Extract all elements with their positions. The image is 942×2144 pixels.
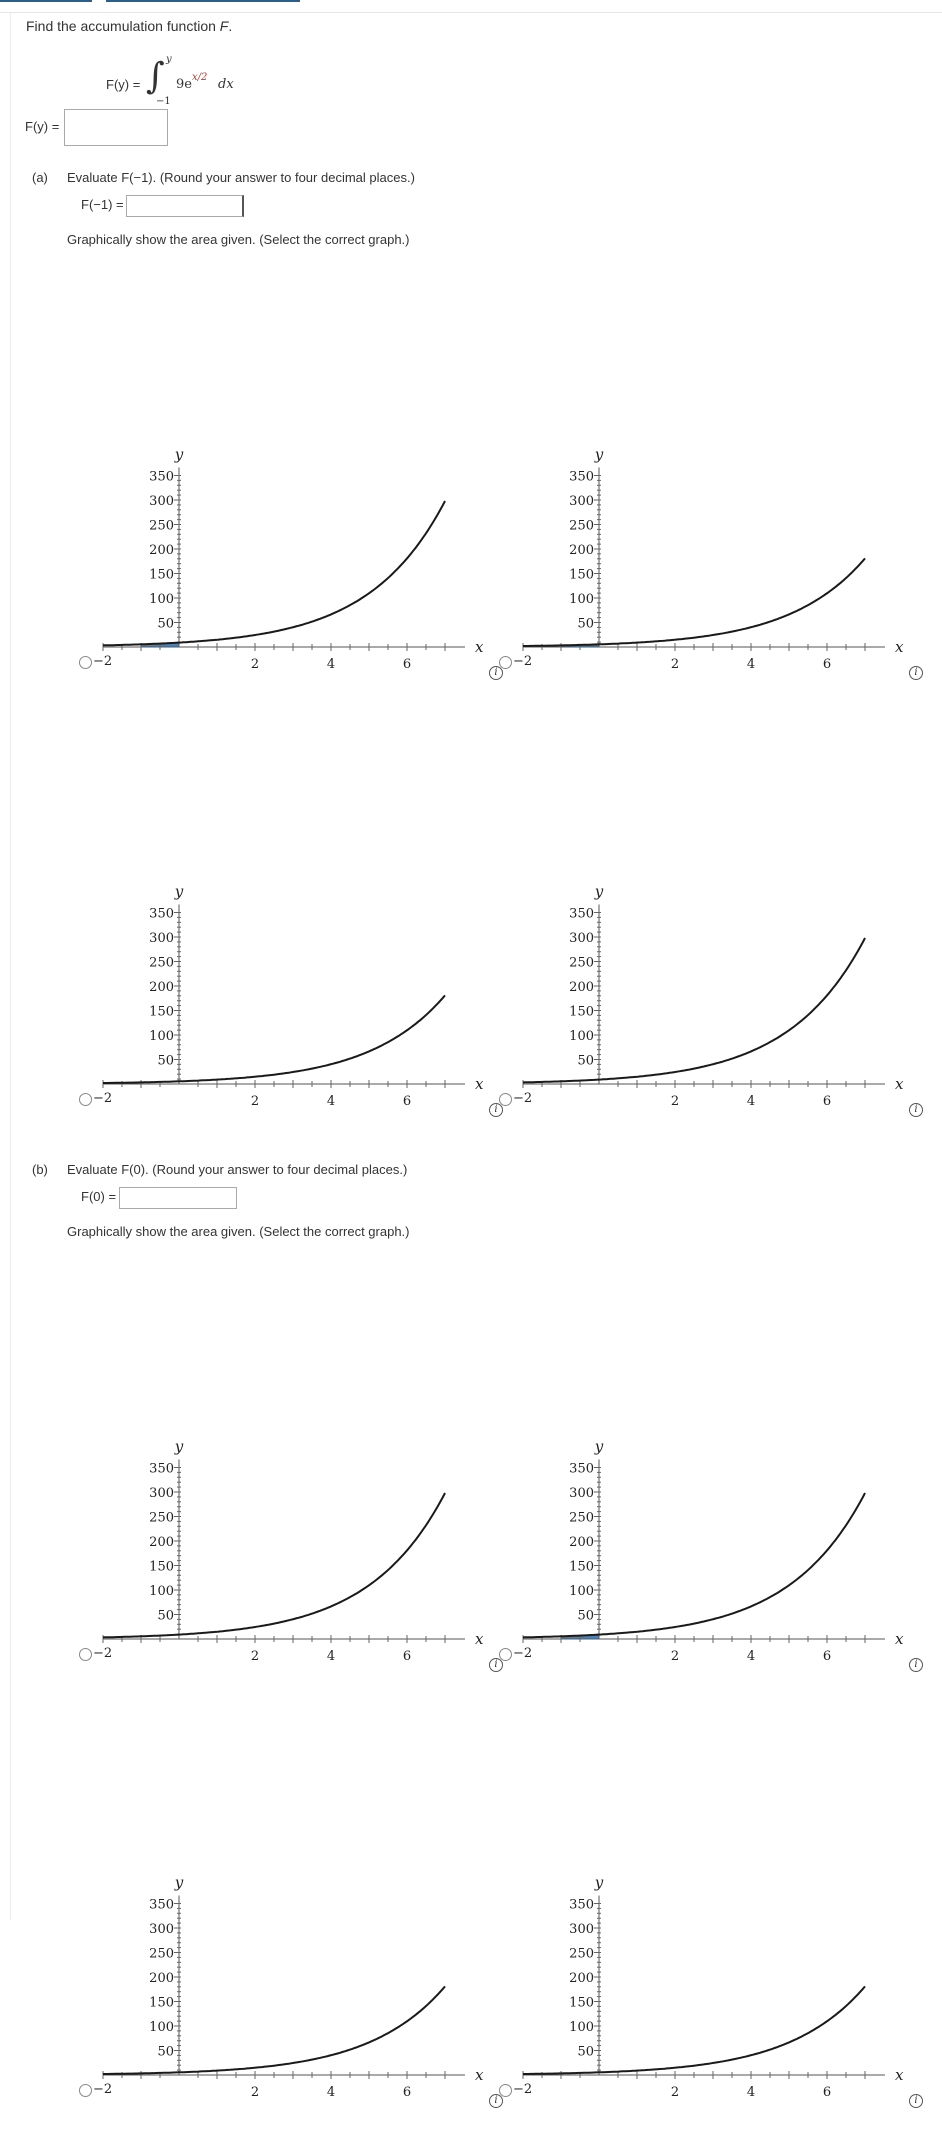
- graph-option-radio[interactable]: [499, 1093, 512, 1106]
- x-tick-label: 2: [250, 1649, 260, 1664]
- y-tick-label: 300: [569, 931, 594, 946]
- y-tick-label: 150: [569, 567, 594, 583]
- x-tick-label: −2: [93, 1091, 113, 1106]
- x-tick-label: 4: [326, 1649, 336, 1664]
- graph-svg: [69, 1699, 489, 2139]
- info-icon[interactable]: i: [909, 1658, 923, 1672]
- y-tick-label: 300: [569, 494, 594, 509]
- x-axis-name: x: [475, 2066, 484, 2084]
- x-axis-name: x: [475, 1630, 484, 1648]
- y-axis-name: y: [174, 445, 184, 464]
- info-icon[interactable]: i: [909, 666, 923, 680]
- y-tick-label: 350: [149, 906, 174, 922]
- graph-option-1[interactable]: [69, 271, 498, 711]
- part-a-graph-prompt: Graphically show the area given. (Select the correct graph.): [67, 232, 410, 247]
- info-icon[interactable]: i: [489, 1103, 503, 1117]
- y-tick-label: 100: [149, 1029, 174, 1044]
- y-tick-label: 350: [569, 906, 594, 922]
- y-tick-label: 150: [149, 1559, 174, 1575]
- y-tick-label: 200: [569, 1971, 594, 1986]
- y-tick-label: 200: [569, 543, 594, 558]
- part-b-input-label: F(0) =: [81, 1189, 117, 1204]
- y-tick-label: 150: [149, 1995, 174, 2011]
- graph-option-radio[interactable]: [499, 1648, 512, 1661]
- y-axis-name: y: [594, 445, 604, 464]
- f-0-input[interactable]: [119, 1187, 237, 1209]
- y-axis-name: y: [174, 1873, 184, 1892]
- x-axis-name: x: [475, 638, 484, 656]
- x-tick-label: −2: [513, 1646, 533, 1661]
- y-tick-label: 100: [569, 1584, 594, 1599]
- y-tick-label: 150: [569, 1995, 594, 2011]
- y-tick-label: 200: [569, 980, 594, 995]
- x-tick-label: 6: [402, 2085, 412, 2100]
- tab-indicator: [0, 0, 92, 2]
- x-tick-label: −2: [93, 2082, 113, 2097]
- x-tick-label: 2: [250, 2085, 260, 2100]
- y-tick-label: 350: [149, 1897, 174, 1913]
- y-tick-label: 250: [569, 518, 594, 534]
- y-axis-name: y: [594, 882, 604, 901]
- graph-option-radio[interactable]: [499, 656, 512, 669]
- y-tick-label: 200: [149, 980, 174, 995]
- x-tick-label: 6: [402, 1094, 412, 1109]
- y-tick-label: 150: [149, 567, 174, 583]
- graph-svg: [489, 1263, 909, 1703]
- graph-option-8[interactable]: [489, 1699, 918, 2139]
- x-tick-label: 4: [326, 657, 336, 672]
- y-tick-label: 250: [569, 1946, 594, 1962]
- f-neg1-input[interactable]: [126, 195, 244, 217]
- y-tick-label: 50: [157, 2044, 174, 2060]
- graph-svg: [69, 708, 489, 1148]
- y-tick-label: 300: [149, 1486, 174, 1501]
- y-axis-name: y: [594, 1873, 604, 1892]
- x-axis-name: x: [475, 1075, 484, 1093]
- y-tick-label: 350: [149, 1461, 174, 1477]
- y-tick-label: 300: [149, 494, 174, 509]
- graph-svg: [69, 1263, 489, 1703]
- x-tick-label: −2: [513, 2082, 533, 2097]
- graph-option-radio[interactable]: [79, 2084, 92, 2097]
- graph-option-2[interactable]: [489, 271, 918, 711]
- x-axis-name: x: [895, 1075, 904, 1093]
- y-tick-label: 100: [149, 2020, 174, 2035]
- x-axis-name: x: [895, 1630, 904, 1648]
- info-icon[interactable]: i: [909, 2094, 923, 2108]
- part-b-graph-prompt: Graphically show the area given. (Select the correct graph.): [67, 1224, 410, 1239]
- x-tick-label: 6: [822, 657, 832, 672]
- x-tick-label: 2: [670, 1094, 680, 1109]
- y-axis-name: y: [174, 1437, 184, 1456]
- integral-formula: F(y) = ∫ y −1 9e x/2 dx: [106, 54, 234, 107]
- y-tick-label: 50: [577, 1608, 594, 1624]
- x-tick-label: 6: [402, 657, 412, 672]
- part-b-prompt: Evaluate F(0). (Round your answer to four decimal places.): [67, 1162, 408, 1177]
- info-icon[interactable]: i: [489, 1658, 503, 1672]
- y-tick-label: 100: [149, 1584, 174, 1599]
- y-tick-label: 250: [569, 1510, 594, 1526]
- graph-svg: [69, 271, 489, 711]
- y-tick-label: 100: [569, 592, 594, 607]
- y-tick-label: 50: [577, 2044, 594, 2060]
- graph-option-3[interactable]: [69, 708, 498, 1148]
- y-tick-label: 150: [569, 1559, 594, 1575]
- graph-svg: [489, 1699, 909, 2139]
- y-tick-label: 50: [577, 616, 594, 632]
- graph-option-radio[interactable]: [79, 656, 92, 669]
- x-tick-label: 6: [402, 1649, 412, 1664]
- part-b-label: (b): [32, 1162, 48, 1177]
- y-axis-name: y: [174, 882, 184, 901]
- top-bar: [0, 0, 942, 13]
- x-tick-label: 6: [822, 1649, 832, 1664]
- y-tick-label: 300: [149, 931, 174, 946]
- graph-option-7[interactable]: [69, 1699, 498, 2139]
- x-tick-label: −2: [513, 654, 533, 669]
- x-axis-name: x: [895, 2066, 904, 2084]
- y-tick-label: 350: [149, 469, 174, 485]
- y-tick-label: 250: [149, 518, 174, 534]
- part-a-prompt: Evaluate F(−1). (Round your answer to four decimal places.): [67, 170, 415, 185]
- x-tick-label: 2: [250, 657, 260, 672]
- y-tick-label: 200: [149, 1535, 174, 1550]
- answer-label: F(y) =: [25, 119, 60, 134]
- y-tick-label: 50: [577, 1053, 594, 1069]
- question-panel: [10, 13, 942, 2106]
- question-title: Find the accumulation function F.: [26, 18, 233, 34]
- y-tick-label: 150: [569, 1004, 594, 1020]
- x-tick-label: 6: [822, 1094, 832, 1109]
- graph-option-4[interactable]: [489, 708, 918, 1148]
- y-tick-label: 250: [569, 955, 594, 971]
- x-tick-label: −2: [513, 1091, 533, 1106]
- x-axis-name: x: [895, 638, 904, 656]
- tab-indicator: [106, 0, 300, 2]
- y-tick-label: 200: [569, 1535, 594, 1550]
- y-tick-label: 300: [149, 1922, 174, 1937]
- graph-option-radio[interactable]: [79, 1648, 92, 1661]
- x-tick-label: 4: [746, 1649, 756, 1664]
- y-tick-label: 200: [149, 543, 174, 558]
- y-tick-label: 350: [569, 1897, 594, 1913]
- y-tick-label: 250: [149, 1946, 174, 1962]
- x-tick-label: 4: [326, 2085, 336, 2100]
- graph-option-5[interactable]: [69, 1263, 498, 1703]
- y-tick-label: 250: [149, 955, 174, 971]
- y-tick-label: 350: [569, 469, 594, 485]
- y-axis-name: y: [594, 1437, 604, 1456]
- graph-option-radio[interactable]: [79, 1093, 92, 1106]
- info-icon[interactable]: i: [489, 2094, 503, 2108]
- y-tick-label: 100: [569, 2020, 594, 2035]
- x-tick-label: 2: [670, 2085, 680, 2100]
- graph-svg: [489, 271, 909, 711]
- part-a-label: (a): [32, 170, 48, 185]
- x-tick-label: 4: [746, 1094, 756, 1109]
- accumulation-function-input[interactable]: [64, 109, 168, 146]
- y-tick-label: 300: [569, 1922, 594, 1937]
- x-tick-label: −2: [93, 1646, 113, 1661]
- graph-option-6[interactable]: [489, 1263, 918, 1703]
- info-icon[interactable]: i: [909, 1103, 923, 1117]
- x-tick-label: 2: [670, 1649, 680, 1664]
- x-tick-label: 6: [822, 2085, 832, 2100]
- y-tick-label: 150: [149, 1004, 174, 1020]
- y-tick-label: 50: [157, 616, 174, 632]
- x-tick-label: 4: [746, 657, 756, 672]
- graph-svg: [489, 708, 909, 1148]
- graph-option-radio[interactable]: [499, 2084, 512, 2097]
- y-tick-label: 100: [149, 592, 174, 607]
- info-icon[interactable]: i: [489, 666, 503, 680]
- y-tick-label: 350: [569, 1461, 594, 1477]
- x-tick-label: −2: [93, 654, 113, 669]
- x-tick-label: 4: [326, 1094, 336, 1109]
- integral-sign: ∫: [146, 56, 165, 97]
- x-tick-label: 2: [250, 1094, 260, 1109]
- y-tick-label: 50: [157, 1608, 174, 1624]
- y-tick-label: 50: [157, 1053, 174, 1069]
- x-tick-label: 2: [670, 657, 680, 672]
- y-tick-label: 200: [149, 1971, 174, 1986]
- y-tick-label: 250: [149, 1510, 174, 1526]
- part-a-input-label: F(−1) =: [81, 197, 124, 212]
- y-tick-label: 300: [569, 1486, 594, 1501]
- y-tick-label: 100: [569, 1029, 594, 1044]
- x-tick-label: 4: [746, 2085, 756, 2100]
